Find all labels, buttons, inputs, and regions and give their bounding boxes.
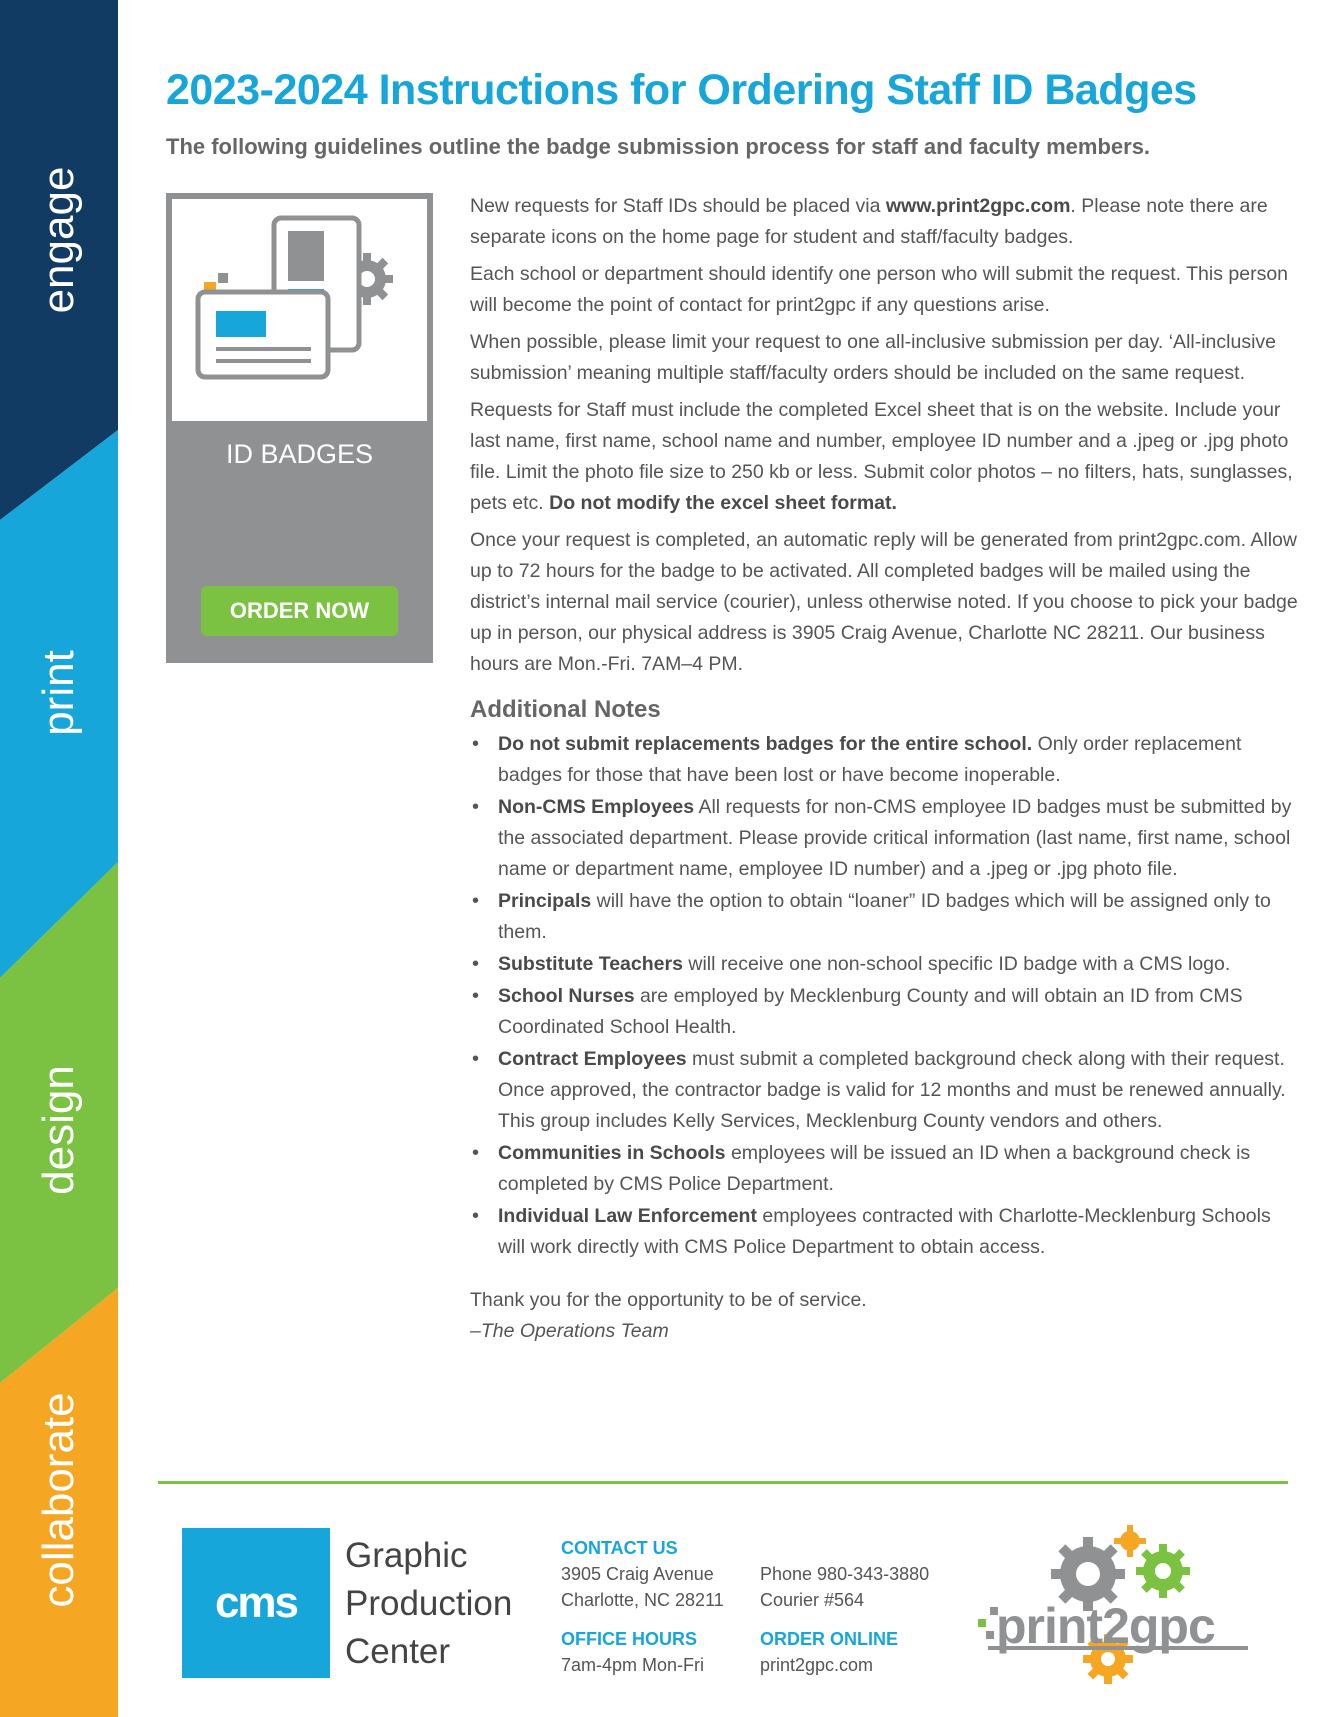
card-illustration [172, 199, 427, 421]
courier-number: Courier #564 [760, 1590, 865, 1610]
note-bold: Principals [498, 890, 592, 912]
page-subtitle: The following guidelines outline the badge submission process for staff and faculty members. [166, 134, 1151, 159]
list-item [470, 981, 1300, 1043]
paragraph-requirements [470, 395, 1300, 519]
note-bold: Communities in Schools [498, 1142, 726, 1164]
card-label: ID BADGES [225, 439, 374, 469]
sidebar-word-collaborate: collaborate [34, 1392, 83, 1608]
p1-text-b: . Please note there are separate icons on the home page for student and staff/faculty badges. [470, 195, 1268, 248]
address-line-2: Charlotte, NC 28211 [561, 1590, 724, 1610]
note-text: will receive one non-school specific ID badge with a CMS logo. [682, 953, 1231, 975]
hours-block [561, 1626, 704, 1678]
sidebar-word-print: print [34, 650, 83, 736]
note-text: must submit a completed background check along with their request. Once approved, the contractor badge is valid for 12 months and must be renewed annually. This group includes Kelly Services, Mecklenburg County vendors and others. [498, 1048, 1286, 1132]
p4-text: Requests for Staff must include the completed Excel sheet that is on the website. Include your last name, first name, school name and number, employee ID number and a .jpeg or .jpg photo file. Limit the photo file size to 250 kb or less. Submit color photos – no filters, hats, sunglasses, pets etc. [470, 399, 1293, 514]
note-bold: Do not submit replacements badges for the entire school. [498, 733, 1033, 755]
note-bold: Non-CMS Employees [498, 796, 695, 818]
paragraph-completion: Once your request is completed, an automatic reply will be generated from print2gpc.com. Allow up to 72 hours for the badge to be activated. All completed badges will be mailed using the district’s internal mail service (courier), unless otherwise noted. If you choose to pick your badge up in person, our physical address is 3905 Craig Avenue, Charlotte NC 28211. Our business hours are Mon.-Fri. 7AM–4 PM. [470, 529, 1298, 675]
order-now-button[interactable]: ORDER NOW [201, 586, 398, 636]
notes-title: Additional Notes [470, 696, 661, 723]
hours-heading: OFFICE HOURS [561, 1629, 698, 1649]
address-line-1: 3905 Craig Avenue [561, 1564, 714, 1584]
print2gpc-logo [978, 1519, 1268, 1699]
hours-value: 7am-4pm Mon-Fri [561, 1655, 705, 1675]
contact-heading: CONTACT US [561, 1538, 678, 1558]
footer-divider [158, 1481, 1288, 1484]
sidebar [0, 0, 118, 1717]
contact-block [561, 1535, 724, 1613]
phone-block [760, 1561, 929, 1613]
p4-bold: Do not modify the excel sheet format. [549, 492, 897, 514]
notes-list [470, 729, 1300, 1263]
cms-logo-text: cms [214, 1578, 298, 1627]
note-bold: Contract Employees [498, 1048, 687, 1070]
list-item [470, 886, 1300, 948]
list-item [470, 949, 1300, 980]
list-item [470, 729, 1300, 791]
order-online-block [760, 1626, 898, 1678]
id-badge-icon [172, 199, 427, 421]
p1-text-a: New requests for Staff IDs should be placed via [470, 195, 886, 217]
order-online-heading: ORDER ONLINE [760, 1629, 899, 1649]
print2gpc-logo-graphic [978, 1519, 1268, 1694]
id-badges-card[interactable] [166, 193, 433, 663]
list-item [470, 1201, 1300, 1263]
gpc-line: Production [345, 1584, 513, 1623]
note-bold: School Nurses [498, 985, 635, 1007]
paragraph-new-requests [470, 191, 1300, 253]
phone-number: Phone 980-343-3880 [760, 1564, 930, 1584]
sidebar-word-design: design [34, 1065, 83, 1195]
closing-signoff: –The Operations Team [470, 1320, 669, 1342]
list-item [470, 792, 1300, 885]
closing-thanks: Thank you for the opportunity to be of service. [470, 1289, 867, 1311]
list-item [470, 1138, 1300, 1200]
note-text: All requests for non-CMS employee ID badges must be submitted by the associated department. Please provide critical information (last name, first name, school name or department name, employee ID number) and a .jpeg or .jpg photo file. [498, 796, 1292, 880]
cms-logo [182, 1528, 330, 1678]
page-title: 2023-2024 Instructions for Ordering Staff ID Badges [166, 66, 1197, 114]
note-text: employees will be issued an ID when a background check is completed by CMS Police Department. [498, 1142, 1251, 1195]
print2gpc-link[interactable]: www.print2gpc.com [885, 195, 1071, 217]
list-item [470, 1044, 1300, 1137]
note-bold: Substitute Teachers [498, 953, 683, 975]
order-online-link[interactable]: print2gpc.com [760, 1655, 874, 1675]
sidebar-word-engage: engage [34, 166, 83, 314]
note-text: are employed by Mecklenburg County and will obtain an ID from CMS Coordinated School Health. [498, 985, 1243, 1038]
body-content [470, 191, 1300, 1347]
paragraph-all-inclusive: When possible, please limit your request to one all-inclusive submission per day. ‘All-inclusive submission’ meaning multiple staff/faculty orders should be included on the same request. [470, 331, 1277, 384]
note-text: employees contracted with Charlotte-Mecklenburg Schools will work directly with CMS Police Department to obtain access. [498, 1205, 1271, 1258]
note-text: Only order replacement badges for those that have been lost or have become inoperable. [498, 733, 1242, 786]
gpc-line: Center [345, 1632, 451, 1671]
note-text: will have the option to obtain “loaner” ID badges which will be assigned only to them. [498, 890, 1271, 943]
gpc-wordmark [345, 1532, 512, 1676]
gpc-line: Graphic [345, 1536, 468, 1575]
print2gpc-wordmark: print2gpc [996, 1598, 1215, 1654]
note-bold: Individual Law Enforcement [498, 1205, 757, 1227]
paragraph-point-of-contact: Each school or department should identify one person who will submit the request. This person will become the point of contact for print2gpc if any questions arise. [470, 263, 1289, 316]
